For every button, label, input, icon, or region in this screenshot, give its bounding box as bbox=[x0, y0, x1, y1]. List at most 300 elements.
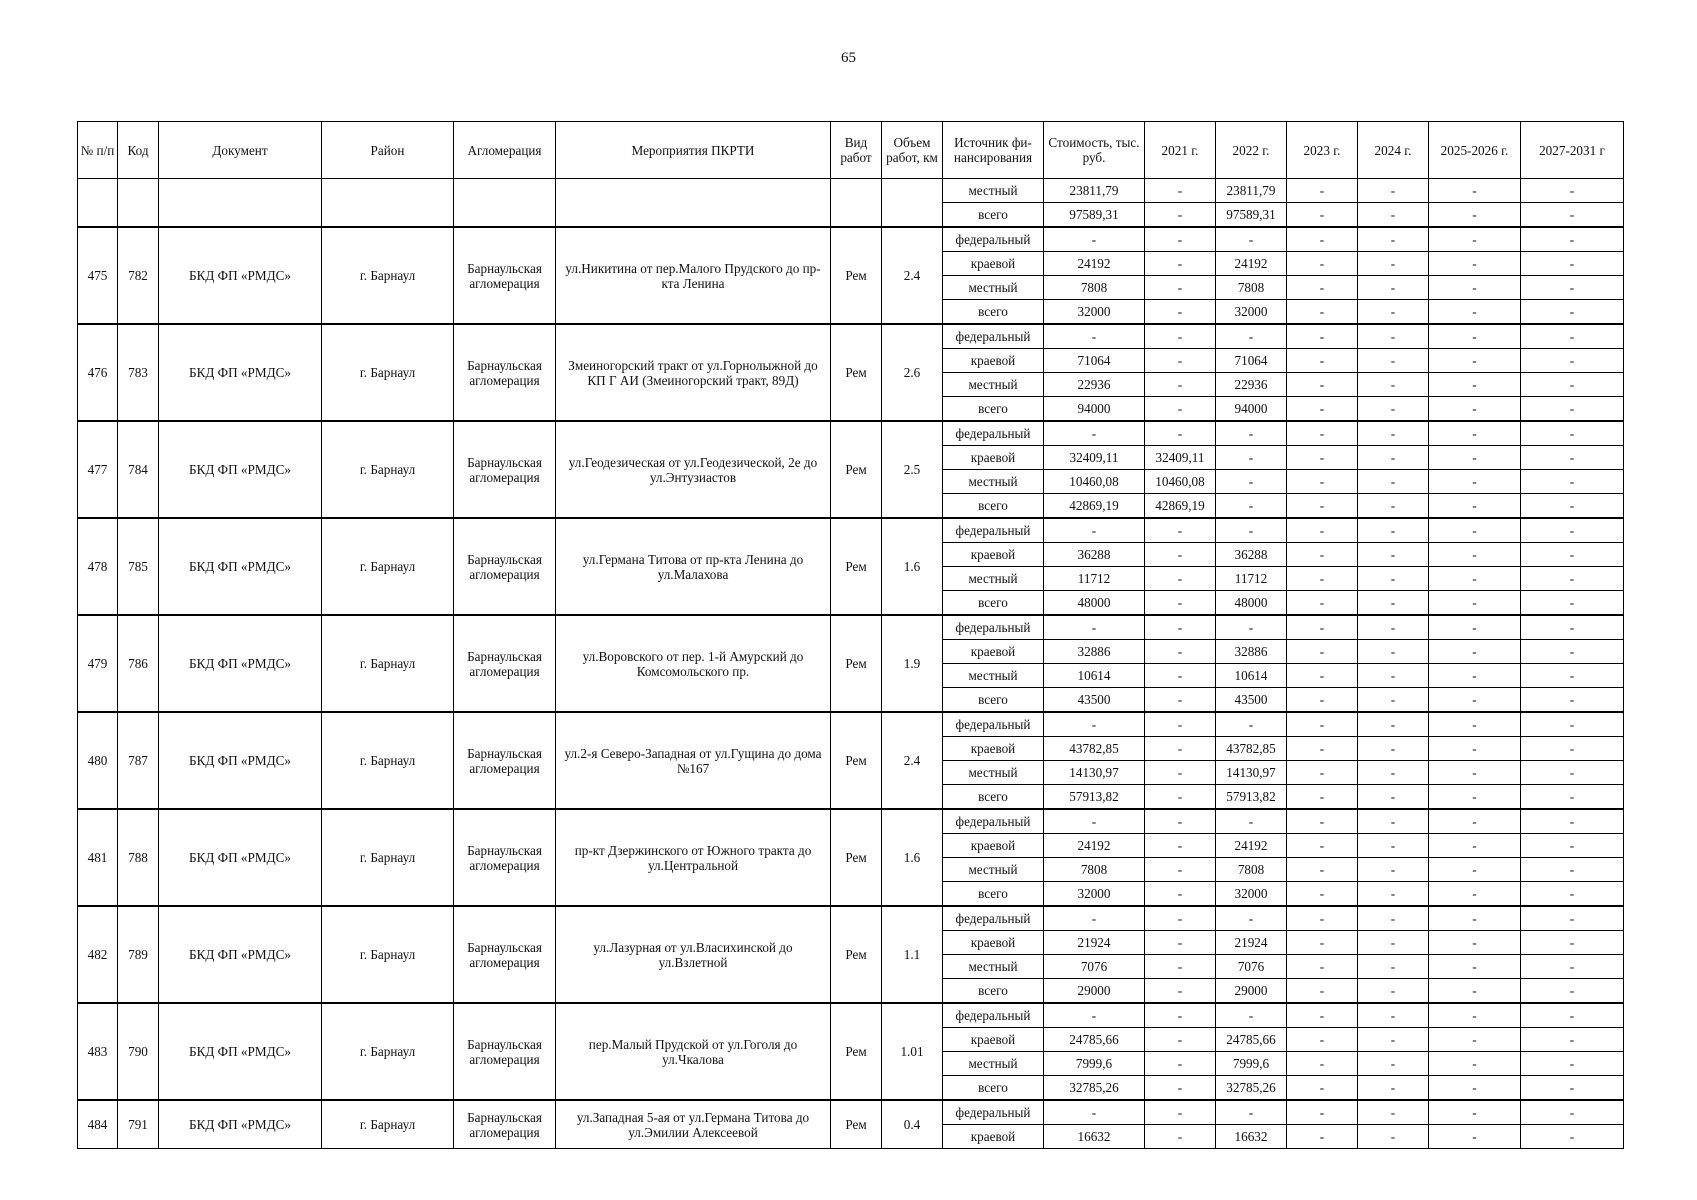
table-row bbox=[78, 421, 1624, 446]
table-body bbox=[78, 179, 1624, 1149]
cell-value: - bbox=[1358, 1076, 1429, 1101]
cell-value: - bbox=[1287, 1028, 1358, 1052]
cell-volume: 1.1 bbox=[882, 906, 943, 1003]
registry-table bbox=[77, 121, 1624, 1149]
cell-num bbox=[78, 179, 118, 228]
cell-value: - bbox=[1287, 252, 1358, 276]
cell-value: - bbox=[1145, 1100, 1216, 1125]
cell-value: - bbox=[1358, 397, 1429, 422]
cell-value: - bbox=[1145, 1003, 1216, 1028]
cell-value: - bbox=[1429, 955, 1521, 979]
cell-value: - bbox=[1521, 349, 1624, 373]
table-row bbox=[78, 1003, 1624, 1028]
cell-value: - bbox=[1358, 494, 1429, 519]
header-num: № п/п bbox=[78, 122, 118, 179]
cell-value: - bbox=[1145, 1125, 1216, 1149]
cell-value: - bbox=[1145, 931, 1216, 955]
table-row bbox=[78, 615, 1624, 640]
cell-num: 480 bbox=[78, 712, 118, 809]
cell-document bbox=[159, 179, 322, 228]
cell-value: - bbox=[1145, 1076, 1216, 1101]
cell-value: - bbox=[1145, 688, 1216, 713]
cell-value: - bbox=[1429, 1125, 1521, 1149]
cell-funding-source: федеральный bbox=[943, 712, 1044, 737]
cell-funding-source: краевой bbox=[943, 543, 1044, 567]
cell-funding-source: местный bbox=[943, 858, 1044, 882]
cell-value: - bbox=[1429, 640, 1521, 664]
header-2023: 2023 г. bbox=[1287, 122, 1358, 179]
cell-num: 482 bbox=[78, 906, 118, 1003]
cell-value: 32000 bbox=[1044, 882, 1145, 907]
cell-value: 24192 bbox=[1216, 834, 1287, 858]
cell-value: 21924 bbox=[1216, 931, 1287, 955]
cell-value: - bbox=[1145, 809, 1216, 834]
cell-funding-source: всего bbox=[943, 494, 1044, 519]
cell-value: - bbox=[1216, 809, 1287, 834]
cell-work-type: Рем bbox=[831, 518, 882, 615]
cell-value: - bbox=[1521, 785, 1624, 810]
cell-value: - bbox=[1287, 834, 1358, 858]
cell-value: - bbox=[1521, 591, 1624, 616]
cell-value: 43500 bbox=[1216, 688, 1287, 713]
header-district: Район bbox=[322, 122, 454, 179]
table-row bbox=[78, 227, 1624, 252]
cell-value: 10614 bbox=[1044, 664, 1145, 688]
cell-value: - bbox=[1358, 300, 1429, 325]
cell-agglomeration: Барнаульская агломерация bbox=[454, 809, 556, 906]
cell-value: - bbox=[1429, 349, 1521, 373]
cell-value: - bbox=[1044, 1003, 1145, 1028]
cell-district: г. Барнаул bbox=[322, 324, 454, 421]
cell-work-type: Рем bbox=[831, 906, 882, 1003]
cell-volume: 1.9 bbox=[882, 615, 943, 712]
cell-value: - bbox=[1429, 227, 1521, 252]
cell-value: - bbox=[1358, 834, 1429, 858]
cell-value: - bbox=[1287, 955, 1358, 979]
cell-value: - bbox=[1358, 518, 1429, 543]
cell-num: 481 bbox=[78, 809, 118, 906]
cell-funding-source: краевой bbox=[943, 349, 1044, 373]
cell-value: - bbox=[1521, 1076, 1624, 1101]
cell-value: - bbox=[1358, 446, 1429, 470]
cell-volume: 1.6 bbox=[882, 809, 943, 906]
cell-value: - bbox=[1145, 615, 1216, 640]
cell-district: г. Барнаул bbox=[322, 1100, 454, 1149]
cell-value: 57913,82 bbox=[1216, 785, 1287, 810]
cell-funding-source: всего bbox=[943, 688, 1044, 713]
cell-value: - bbox=[1358, 227, 1429, 252]
cell-agglomeration: Барнаульская агломерация bbox=[454, 712, 556, 809]
cell-value: - bbox=[1521, 470, 1624, 494]
cell-value: 7999,6 bbox=[1044, 1052, 1145, 1076]
cell-value: - bbox=[1521, 834, 1624, 858]
cell-value: 32785,26 bbox=[1044, 1076, 1145, 1101]
cell-funding-source: краевой bbox=[943, 834, 1044, 858]
cell-funding-source: всего bbox=[943, 397, 1044, 422]
cell-value: - bbox=[1145, 1028, 1216, 1052]
cell-value: - bbox=[1145, 324, 1216, 349]
cell-work-type: Рем bbox=[831, 809, 882, 906]
cell-value: - bbox=[1145, 421, 1216, 446]
cell-event: ул.Германа Титова от пр-кта Ленина до ул.Малахова bbox=[556, 518, 831, 615]
cell-value: 29000 bbox=[1044, 979, 1145, 1004]
cell-value: - bbox=[1429, 761, 1521, 785]
cell-value: - bbox=[1287, 785, 1358, 810]
table-row bbox=[78, 518, 1624, 543]
cell-value: - bbox=[1521, 397, 1624, 422]
cell-district: г. Барнаул bbox=[322, 1003, 454, 1100]
cell-event: ул.2-я Северо-Западная от ул.Гущина до дома №167 bbox=[556, 712, 831, 809]
cell-value: 36288 bbox=[1044, 543, 1145, 567]
header-2024: 2024 г. bbox=[1358, 122, 1429, 179]
cell-value: - bbox=[1521, 979, 1624, 1004]
cell-district bbox=[322, 179, 454, 228]
cell-code: 782 bbox=[118, 227, 159, 324]
cell-value: - bbox=[1429, 858, 1521, 882]
cell-value: 32886 bbox=[1044, 640, 1145, 664]
cell-volume: 1.01 bbox=[882, 1003, 943, 1100]
cell-value: - bbox=[1358, 1003, 1429, 1028]
cell-value: 23811,79 bbox=[1216, 179, 1287, 203]
cell-value: - bbox=[1521, 761, 1624, 785]
cell-value: - bbox=[1358, 882, 1429, 907]
cell-funding-source: местный bbox=[943, 276, 1044, 300]
cell-value: - bbox=[1145, 906, 1216, 931]
cell-value: - bbox=[1044, 518, 1145, 543]
cell-value: 24192 bbox=[1044, 252, 1145, 276]
cell-value: - bbox=[1358, 591, 1429, 616]
cell-value: - bbox=[1145, 252, 1216, 276]
cell-document: БКД ФП «РМДС» bbox=[159, 227, 322, 324]
cell-value: - bbox=[1358, 1100, 1429, 1125]
cell-value: - bbox=[1044, 324, 1145, 349]
cell-value: 7808 bbox=[1044, 276, 1145, 300]
cell-value: - bbox=[1521, 906, 1624, 931]
cell-value: - bbox=[1429, 1052, 1521, 1076]
cell-value: - bbox=[1287, 712, 1358, 737]
cell-value: - bbox=[1287, 421, 1358, 446]
cell-value: - bbox=[1287, 761, 1358, 785]
cell-value: 7808 bbox=[1044, 858, 1145, 882]
cell-value: - bbox=[1287, 809, 1358, 834]
cell-value: - bbox=[1358, 203, 1429, 228]
cell-funding-source: всего bbox=[943, 979, 1044, 1004]
cell-district: г. Барнаул bbox=[322, 906, 454, 1003]
cell-value: - bbox=[1216, 227, 1287, 252]
cell-value: - bbox=[1429, 567, 1521, 591]
header-2025-2026: 2025-2026 г. bbox=[1429, 122, 1521, 179]
cell-value: - bbox=[1358, 737, 1429, 761]
cell-value: - bbox=[1145, 664, 1216, 688]
table-row bbox=[78, 906, 1624, 931]
cell-value: 94000 bbox=[1044, 397, 1145, 422]
table-row bbox=[78, 324, 1624, 349]
cell-value: - bbox=[1287, 1003, 1358, 1028]
cell-funding-source: местный bbox=[943, 373, 1044, 397]
cell-value: - bbox=[1287, 300, 1358, 325]
table-row bbox=[78, 712, 1624, 737]
cell-funding-source: краевой bbox=[943, 1028, 1044, 1052]
cell-district: г. Барнаул bbox=[322, 227, 454, 324]
cell-value: - bbox=[1287, 858, 1358, 882]
cell-value: - bbox=[1521, 227, 1624, 252]
cell-value: - bbox=[1216, 712, 1287, 737]
cell-value: - bbox=[1145, 640, 1216, 664]
cell-value: 48000 bbox=[1216, 591, 1287, 616]
cell-value: - bbox=[1216, 324, 1287, 349]
cell-value: - bbox=[1429, 543, 1521, 567]
cell-value: - bbox=[1145, 300, 1216, 325]
cell-funding-source: местный bbox=[943, 470, 1044, 494]
cell-value: - bbox=[1145, 955, 1216, 979]
cell-value: - bbox=[1521, 615, 1624, 640]
cell-value: - bbox=[1145, 737, 1216, 761]
cell-value: - bbox=[1358, 761, 1429, 785]
cell-num: 476 bbox=[78, 324, 118, 421]
cell-value: 32409,11 bbox=[1044, 446, 1145, 470]
cell-value: - bbox=[1429, 179, 1521, 203]
cell-value: - bbox=[1429, 737, 1521, 761]
cell-value: - bbox=[1287, 664, 1358, 688]
cell-value: - bbox=[1521, 446, 1624, 470]
cell-value: - bbox=[1287, 349, 1358, 373]
header-agglomeration: Агломерация bbox=[454, 122, 556, 179]
cell-funding-source: местный bbox=[943, 761, 1044, 785]
cell-value: 7808 bbox=[1216, 858, 1287, 882]
cell-value: 71064 bbox=[1044, 349, 1145, 373]
cell-code: 783 bbox=[118, 324, 159, 421]
cell-value: - bbox=[1429, 397, 1521, 422]
cell-value: - bbox=[1216, 1003, 1287, 1028]
cell-value: - bbox=[1429, 494, 1521, 519]
cell-value: - bbox=[1145, 397, 1216, 422]
cell-value: 32409,11 bbox=[1145, 446, 1216, 470]
cell-value: - bbox=[1521, 203, 1624, 228]
cell-num: 477 bbox=[78, 421, 118, 518]
cell-value: 10614 bbox=[1216, 664, 1287, 688]
cell-value: - bbox=[1287, 906, 1358, 931]
cell-value: - bbox=[1429, 834, 1521, 858]
cell-value: - bbox=[1521, 276, 1624, 300]
cell-event bbox=[556, 179, 831, 228]
cell-value: - bbox=[1044, 1100, 1145, 1125]
cell-funding-source: федеральный bbox=[943, 324, 1044, 349]
table-header-row bbox=[78, 122, 1624, 179]
cell-value: - bbox=[1429, 300, 1521, 325]
cell-value: - bbox=[1287, 931, 1358, 955]
header-funding-source: Источник фи-нансирования bbox=[943, 122, 1044, 179]
cell-value: - bbox=[1429, 1076, 1521, 1101]
cell-funding-source: федеральный bbox=[943, 421, 1044, 446]
cell-value: - bbox=[1358, 858, 1429, 882]
cell-value: - bbox=[1521, 421, 1624, 446]
cell-event: Змеиногорский тракт от ул.Горнолыжной до КП Г АИ (Змеиногорский тракт, 89Д) bbox=[556, 324, 831, 421]
cell-value: 43782,85 bbox=[1044, 737, 1145, 761]
cell-value: - bbox=[1521, 858, 1624, 882]
cell-volume: 2.4 bbox=[882, 227, 943, 324]
cell-value: - bbox=[1287, 882, 1358, 907]
cell-value: - bbox=[1287, 276, 1358, 300]
cell-value: - bbox=[1429, 324, 1521, 349]
cell-volume: 0.4 bbox=[882, 1100, 943, 1149]
cell-value: 43500 bbox=[1044, 688, 1145, 713]
cell-value: - bbox=[1521, 518, 1624, 543]
cell-num: 478 bbox=[78, 518, 118, 615]
cell-value: - bbox=[1044, 712, 1145, 737]
cell-value: 97589,31 bbox=[1216, 203, 1287, 228]
cell-funding-source: федеральный bbox=[943, 1003, 1044, 1028]
cell-value: - bbox=[1287, 203, 1358, 228]
cell-value: - bbox=[1521, 179, 1624, 203]
cell-value: - bbox=[1429, 421, 1521, 446]
cell-value: - bbox=[1358, 979, 1429, 1004]
cell-value: - bbox=[1521, 882, 1624, 907]
cell-value: - bbox=[1358, 324, 1429, 349]
cell-value: - bbox=[1145, 373, 1216, 397]
cell-value: 36288 bbox=[1216, 543, 1287, 567]
cell-value: - bbox=[1287, 446, 1358, 470]
cell-value: - bbox=[1358, 252, 1429, 276]
cell-value: - bbox=[1145, 179, 1216, 203]
cell-value: - bbox=[1358, 955, 1429, 979]
cell-funding-source: местный bbox=[943, 955, 1044, 979]
cell-value: - bbox=[1287, 1076, 1358, 1101]
cell-code: 785 bbox=[118, 518, 159, 615]
cell-value: - bbox=[1287, 227, 1358, 252]
header-document: Документ bbox=[159, 122, 322, 179]
cell-district: г. Барнаул bbox=[322, 712, 454, 809]
header-code: Код bbox=[118, 122, 159, 179]
cell-value: - bbox=[1145, 591, 1216, 616]
cell-value: - bbox=[1287, 1125, 1358, 1149]
cell-value: - bbox=[1358, 931, 1429, 955]
cell-district: г. Барнаул bbox=[322, 615, 454, 712]
cell-value: - bbox=[1358, 421, 1429, 446]
cell-value: 23811,79 bbox=[1044, 179, 1145, 203]
cell-value: - bbox=[1287, 373, 1358, 397]
header-cost: Стоимость, тыс. руб. bbox=[1044, 122, 1145, 179]
cell-value: - bbox=[1521, 1100, 1624, 1125]
cell-value: 57913,82 bbox=[1044, 785, 1145, 810]
cell-volume: 2.5 bbox=[882, 421, 943, 518]
cell-value: 16632 bbox=[1044, 1125, 1145, 1149]
cell-document: БКД ФП «РМДС» bbox=[159, 615, 322, 712]
header-2027-2031: 2027-2031 г bbox=[1521, 122, 1624, 179]
cell-volume: 1.6 bbox=[882, 518, 943, 615]
cell-event: ул.Геодезическая от ул.Геодезической, 2е до ул.Энтузиастов bbox=[556, 421, 831, 518]
cell-value: - bbox=[1358, 906, 1429, 931]
cell-district: г. Барнаул bbox=[322, 518, 454, 615]
cell-document: БКД ФП «РМДС» bbox=[159, 906, 322, 1003]
cell-funding-source: всего bbox=[943, 882, 1044, 907]
cell-code: 784 bbox=[118, 421, 159, 518]
cell-value: - bbox=[1145, 785, 1216, 810]
cell-value: - bbox=[1145, 834, 1216, 858]
cell-value: 32000 bbox=[1044, 300, 1145, 325]
cell-funding-source: федеральный bbox=[943, 809, 1044, 834]
cell-value: - bbox=[1429, 591, 1521, 616]
cell-document: БКД ФП «РМДС» bbox=[159, 1003, 322, 1100]
cell-value: - bbox=[1216, 615, 1287, 640]
cell-value: - bbox=[1216, 494, 1287, 519]
cell-event: ул.Воровского от пер. 1-й Амурский до Комсомольского пр. bbox=[556, 615, 831, 712]
cell-value: - bbox=[1521, 640, 1624, 664]
cell-value: 21924 bbox=[1044, 931, 1145, 955]
cell-value: - bbox=[1145, 1052, 1216, 1076]
page-number: 65 bbox=[841, 50, 856, 66]
cell-value: - bbox=[1287, 179, 1358, 203]
cell-funding-source: федеральный bbox=[943, 615, 1044, 640]
cell-value: - bbox=[1044, 421, 1145, 446]
cell-value: - bbox=[1287, 470, 1358, 494]
cell-value: - bbox=[1287, 615, 1358, 640]
cell-value: - bbox=[1429, 203, 1521, 228]
cell-value: - bbox=[1429, 615, 1521, 640]
header-2021: 2021 г. bbox=[1145, 122, 1216, 179]
cell-value: - bbox=[1521, 1028, 1624, 1052]
cell-funding-source: краевой bbox=[943, 640, 1044, 664]
cell-value: - bbox=[1358, 349, 1429, 373]
cell-value: - bbox=[1358, 712, 1429, 737]
cell-value: - bbox=[1429, 276, 1521, 300]
cell-value: - bbox=[1216, 421, 1287, 446]
cell-value: - bbox=[1044, 809, 1145, 834]
cell-value: - bbox=[1044, 906, 1145, 931]
cell-value: 42869,19 bbox=[1145, 494, 1216, 519]
cell-volume bbox=[882, 179, 943, 228]
cell-work-type: Рем bbox=[831, 712, 882, 809]
cell-value: - bbox=[1521, 252, 1624, 276]
cell-funding-source: всего bbox=[943, 203, 1044, 228]
cell-funding-source: краевой bbox=[943, 931, 1044, 955]
cell-work-type: Рем bbox=[831, 421, 882, 518]
cell-funding-source: краевой bbox=[943, 1125, 1044, 1149]
cell-funding-source: федеральный bbox=[943, 518, 1044, 543]
cell-agglomeration: Барнаульская агломерация bbox=[454, 227, 556, 324]
cell-value: - bbox=[1145, 349, 1216, 373]
cell-value: 94000 bbox=[1216, 397, 1287, 422]
cell-value: - bbox=[1216, 470, 1287, 494]
header-event: Мероприятия ПКРТИ bbox=[556, 122, 831, 179]
cell-value: - bbox=[1521, 737, 1624, 761]
cell-value: - bbox=[1358, 1125, 1429, 1149]
cell-code: 791 bbox=[118, 1100, 159, 1149]
cell-agglomeration: Барнаульская агломерация bbox=[454, 518, 556, 615]
cell-value: - bbox=[1521, 494, 1624, 519]
cell-value: - bbox=[1358, 640, 1429, 664]
cell-value: - bbox=[1429, 712, 1521, 737]
cell-value: - bbox=[1287, 640, 1358, 664]
cell-value: - bbox=[1429, 809, 1521, 834]
cell-value: - bbox=[1521, 1052, 1624, 1076]
cell-value: - bbox=[1287, 567, 1358, 591]
cell-value: - bbox=[1287, 324, 1358, 349]
cell-value: - bbox=[1216, 906, 1287, 931]
cell-value: - bbox=[1145, 543, 1216, 567]
cell-agglomeration bbox=[454, 179, 556, 228]
cell-volume: 2.4 bbox=[882, 712, 943, 809]
cell-funding-source: федеральный bbox=[943, 906, 1044, 931]
cell-value: - bbox=[1521, 300, 1624, 325]
cell-funding-source: краевой bbox=[943, 737, 1044, 761]
cell-agglomeration: Барнаульская агломерация bbox=[454, 1100, 556, 1149]
cell-value: 24192 bbox=[1044, 834, 1145, 858]
cell-work-type: Рем bbox=[831, 324, 882, 421]
cell-value: 32785,26 bbox=[1216, 1076, 1287, 1101]
cell-value: 22936 bbox=[1044, 373, 1145, 397]
cell-value: - bbox=[1521, 809, 1624, 834]
cell-value: - bbox=[1429, 1028, 1521, 1052]
